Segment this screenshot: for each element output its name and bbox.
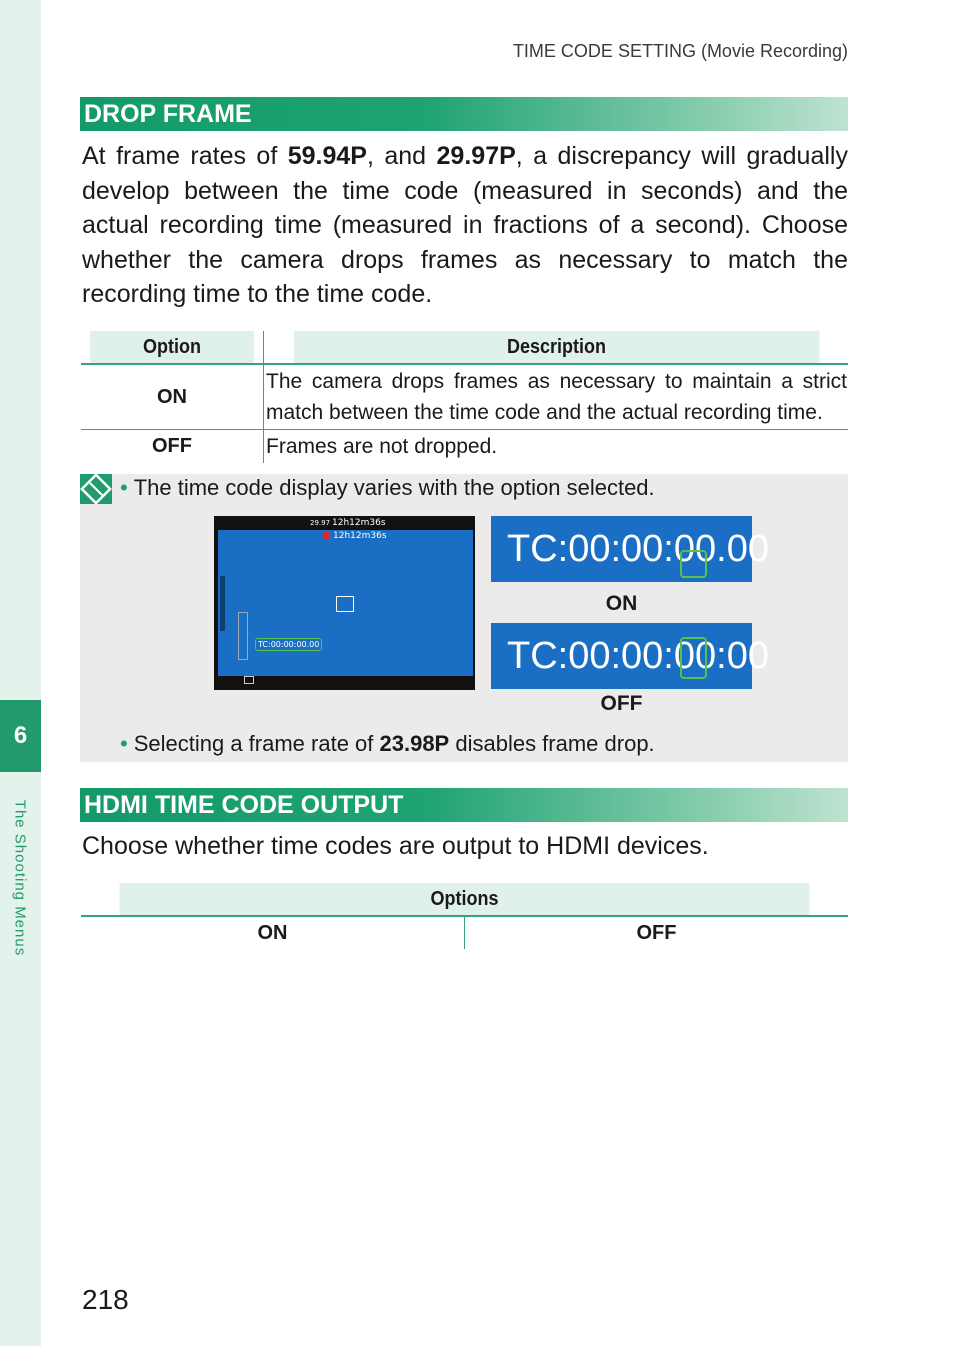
- option-on: ON: [81, 364, 264, 430]
- camera-screen: [214, 516, 475, 690]
- card-icon: [244, 676, 254, 684]
- col-description: Description: [293, 331, 819, 364]
- options-header: Options: [119, 883, 809, 916]
- hdmi-option-off: OFF: [636, 921, 677, 944]
- lcd-rec-time: 12h12m36s: [333, 531, 387, 541]
- chapter-label: The Shooting Menus: [11, 799, 29, 957]
- rate-59-94p: 59.94P: [287, 142, 367, 170]
- hdmi-table: [81, 883, 848, 949]
- description-on: The camera drops frames as necessary to maintain a strict match between the time code and the actual recording time.: [264, 364, 849, 430]
- rate-29-97p: 29.97P: [436, 142, 516, 170]
- table-row: [81, 916, 848, 949]
- tc-off-label: OFF: [600, 692, 643, 715]
- lcd-fps: 29.97: [310, 519, 331, 527]
- col-option: Option: [90, 331, 254, 364]
- drop-frame-heading: DROP FRAME: [80, 97, 848, 131]
- rate-23-98p: 23.98P: [379, 731, 450, 756]
- drop-frame-table: [81, 331, 848, 463]
- description-off: Frames are not dropped.: [264, 430, 849, 464]
- tc-on-label: ON: [605, 592, 638, 615]
- page-number: 218: [82, 1284, 129, 1315]
- tc-on-display: TC:00:00:00.00: [491, 516, 752, 582]
- lcd-top-time: 12h12m36s: [332, 518, 386, 528]
- note-bullet-2: • Selecting a frame rate of 23.98P disables frame drop.: [120, 731, 655, 756]
- tc-off-highlight: [680, 637, 707, 679]
- hdmi-option-on: ON: [81, 916, 465, 949]
- drop-frame-intro: At frame rates of 59.94P, and 29.97P, a discrepancy will gradually develop between the time code (measured in seconds) and the actual recording time (measured in fractions of a second). Choose whether the camera drops frames as necessary to match the recording time to the time code.: [82, 142, 848, 308]
- note-box: [80, 474, 848, 762]
- focus-frame-icon: [336, 596, 354, 612]
- chapter-number: 6: [13, 722, 28, 749]
- level-bar-icon: [220, 576, 225, 631]
- rec-dot-icon: ●: [322, 530, 331, 541]
- tc-on-highlight: [680, 550, 707, 578]
- table-row: [81, 364, 848, 430]
- audio-meter-icon: [238, 612, 248, 660]
- lcd-time-code: TC:00:00:00.00: [255, 638, 322, 651]
- hdmi-intro: Choose whether time codes are output to HDMI devices.: [82, 832, 709, 860]
- side-tab: [0, 0, 41, 1346]
- note-bullet-1: • The time code display varies with the option selected.: [120, 475, 655, 500]
- tc-off-display: TC:00:00:00:00: [491, 623, 752, 689]
- hdmi-heading: HDMI TIME CODE OUTPUT: [80, 788, 848, 822]
- running-head: TIME CODE SETTING (Movie Recording): [512, 41, 848, 61]
- note-icon: [80, 474, 112, 504]
- option-off: OFF: [152, 435, 192, 457]
- table-row: [81, 430, 848, 464]
